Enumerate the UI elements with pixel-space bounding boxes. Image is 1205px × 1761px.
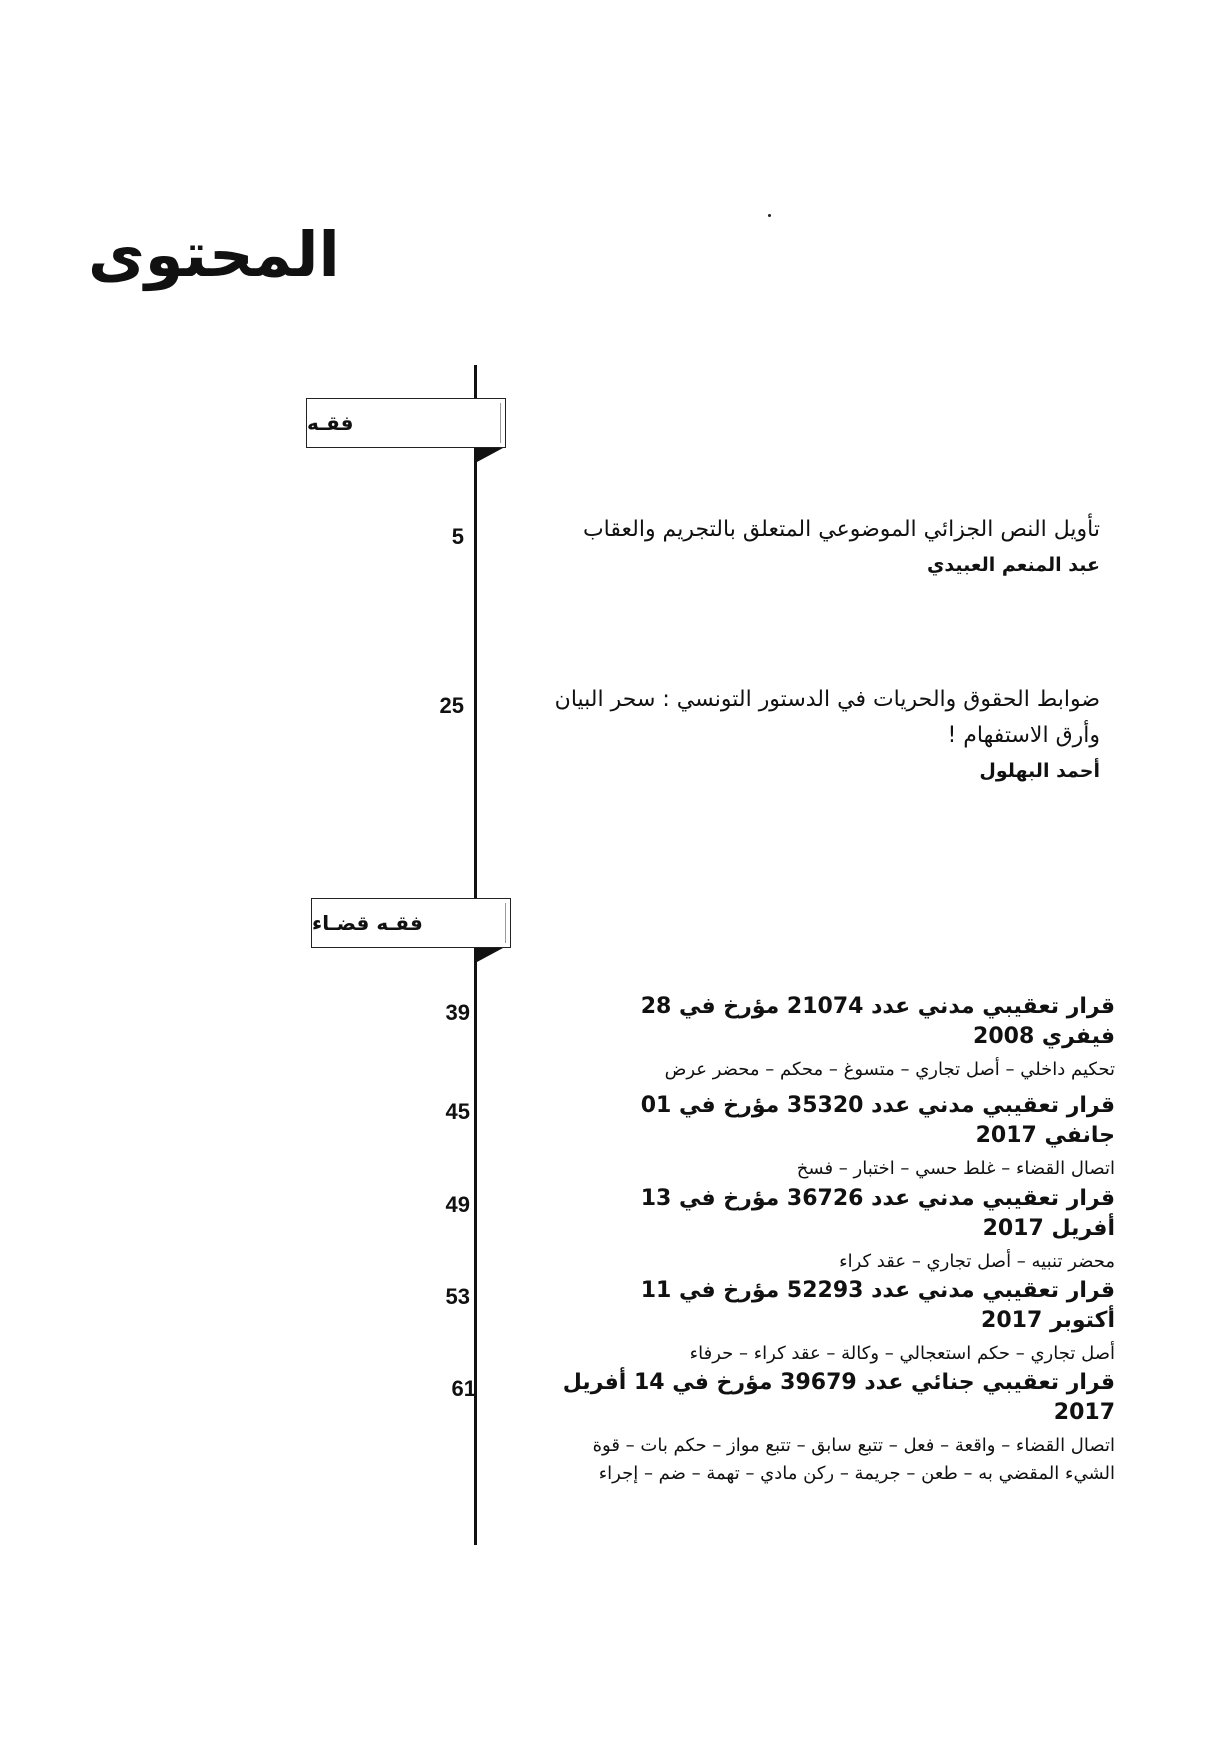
section-label-text: فقـه قضـاء: [312, 911, 423, 935]
section-label-text: فقـه: [307, 411, 354, 435]
page-number: 5: [451, 524, 464, 549]
toc-decision[interactable]: [548, 1368, 1115, 1488]
toc-decision[interactable]: [580, 992, 1115, 1084]
section-label-case-law: [311, 898, 511, 948]
toc-article[interactable]: [540, 512, 1100, 576]
page-number: 53: [445, 1284, 470, 1309]
section-label-fiqh: [306, 398, 506, 448]
decision-title: قرار تعقيبي مدني عدد 52293 مؤرخ في 11 أكتوبر 2017: [640, 1278, 1115, 1333]
article-title: تأويل النص الجزائي الموضوعي المتعلق بالتجريم والعقاب: [582, 517, 1100, 542]
toc-decision[interactable]: [580, 1091, 1115, 1183]
decision-title: قرار تعقيبي مدني عدد 36726 مؤرخ في 13 أفريل 2017: [640, 1186, 1115, 1241]
page-number: 49: [445, 1192, 470, 1217]
page-number: 39: [445, 1000, 470, 1025]
toc-decision[interactable]: [580, 1276, 1115, 1368]
page-number: 45: [445, 1099, 470, 1124]
toc-article[interactable]: [530, 682, 1100, 782]
decision-keywords: محضر تنبيه – أصل تجاري – عقد كراء: [839, 1251, 1115, 1272]
page-title: المحتوى: [88, 218, 340, 291]
decision-keywords: أصل تجاري – حكم استعجالي – وكالة – عقد كراء – حرفاء: [689, 1343, 1115, 1364]
decision-keywords: اتصال القضاء – غلط حسي – اختبار – فسخ: [796, 1158, 1115, 1179]
section-flag: [477, 448, 503, 462]
decision-title: قرار تعقيبي مدني عدد 21074 مؤرخ في 28 فيفري 2008: [640, 994, 1115, 1049]
article-author: أحمد البهلول: [979, 760, 1100, 782]
decision-title: قرار تعقيبي جنائي عدد 39679 مؤرخ في 14 أفريل 2017: [562, 1370, 1115, 1425]
toc-decision[interactable]: [580, 1184, 1115, 1276]
decision-title: قرار تعقيبي مدني عدد 35320 مؤرخ في 01 جانفي 2017: [640, 1093, 1115, 1148]
decision-keywords: اتصال القضاء – واقعة – فعل – تتبع سابق – تتبع مواز – حكم بات – قوة الشيء المقضي به – طعن – جريمة – ركن مادي – تهمة – ضم – إجراء: [592, 1435, 1115, 1484]
article-author: عبد المنعم العبيدي: [927, 554, 1100, 576]
decision-keywords: تحكيم داخلي – أصل تجاري – متسوغ – محكم – محضر عرض: [664, 1059, 1115, 1080]
page-number: 25: [439, 693, 464, 718]
page-number: 61: [451, 1376, 476, 1401]
section-flag: [477, 948, 503, 962]
stray-dot: [768, 214, 771, 217]
article-title: ضوابط الحقوق والحريات في الدستور التونسي : سحر البيان وأرق الاستفهام !: [554, 687, 1100, 748]
